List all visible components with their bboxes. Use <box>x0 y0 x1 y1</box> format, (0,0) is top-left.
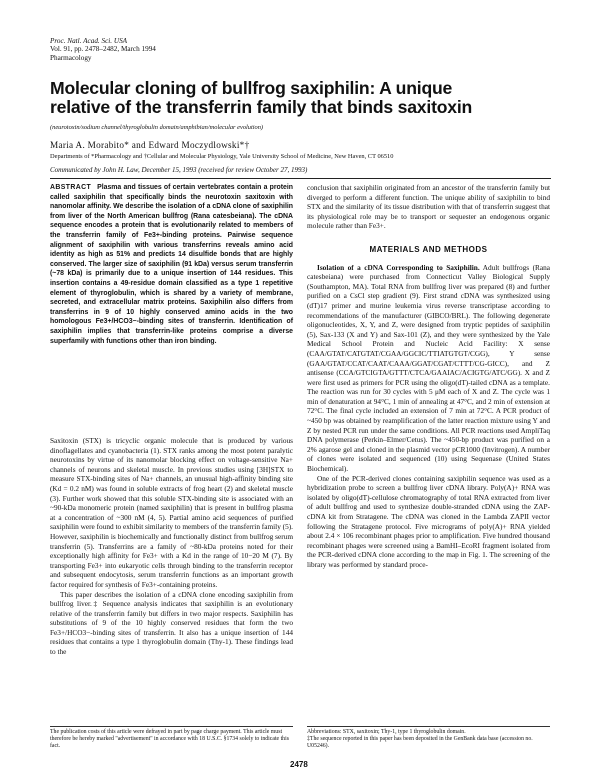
affiliation: Departments of *Pharmacology and †Cellular and Molecular Physiology, Yale University School of Medicine, New Haven, CT 06510 <box>50 153 394 160</box>
abstract-text: Plasma and tissues of certain vertebrates contain a protein called saxiphilin that specifically binds the neurotoxin saxitoxin with nanomolar affinity. We describe the isolation of a cDNA clone of saxiphilin from liver of the North American bullfrog (Rana catesbeiana). The cDNA sequence encodes a protein that is evolutionarily related to members of the transferrin family of Fe3+-binding proteins. Pairwise sequence alignment of saxiphilin with various transferrins reveals amino acid identity as high as 51% and predicts 14 disulfide bonds that are highly conserved. The larger size of saxiphilin (91 kDa) versus serum transferrin (~78 kDa) is primarily due to a unique insertion of 144 residues. This insertion contains a 49-residue domain classified as a type 1 repetitive element of thyroglobulin, which is shared by a variety of membrane, secreted, and extracellular matrix proteins. Saxiphilin also differs from transferrins in 9 of 10 highly conserved amino acids in the two homologous Fe3+/HCO3−-binding sites of transferrin. Identification of saxiphilin implies that transferrin-like proteins comprise a diverse superfamily with functions other than iron binding. <box>50 184 293 345</box>
genbank-note: ‡The sequence reported in this paper has been deposited in the GenBank data base (accession no. U05246). <box>307 736 533 749</box>
intro-paragraph-2: This paper describes the isolation of a cDNA clone encoding saxiphilin from bullfrog liver.‡ Sequence analysis indicates that saxiphilin is an evolutionary relative of the transferrin family but differs in two major respects. Saxiphilin has substitutions of 9 of the 10 highly conserved residues that form the two Fe3+/HCO3−-binding sites of transferrin. It also has a unique insertion of 144 residues that contains a type 1 thyroglobulin domain (Thy-1). These findings lead to the <box>50 589 293 657</box>
section-heading-methods: MATERIALS AND METHODS <box>369 244 488 254</box>
page-number: 2478 <box>290 760 308 769</box>
authors: Maria A. Morabito* and Edward Moczydlowski*† <box>50 140 250 150</box>
isolation-paragraph <box>307 263 550 474</box>
footnote-right <box>307 729 550 750</box>
isolation-heading: Isolation of a cDNA Corresponding to Saxiphilin. <box>317 262 480 272</box>
isolation-text: Adult bullfrogs (Rana catesbeiana) were purchased from Connecticut Valley Biological Supply (Southampton, MA). Total RNA from bullfrog liver was prepared (8) and further purified on a CsCl step gradient (9). First strand cDNA was synthesized using (dT)17 primer and murine leukemia virus reverse transcriptase according to recommendations of the manufacturer (GIBCO/BRL). The following degenerate oligonucleotides, X, Y, and Z, were designed from tryptic peptides of saxiphilin (5), Sax-133 (X and Y) and Sax-101 (Z), and they were synthesized by the Yale Medical School Protein and Nucleic Acid Facility: X sense (CAA/GTAT/CATGTAT/CGAA/GGCIC/TTIATGTGT/CGG), Y sense (GAA/GTAT/CCAT/CAAT/CAAA/GGAT/CGAT/CTTT/CG-GICC), and Z antisense (CCA/GTCIGTA/GTTT/CTCA/GAAIAC/ACIGTG/ATC/GG). X and Z were first used as primers for PCR using the oligo(dT)-tailed cDNA as a template. The reaction was run for 30 cycles with 5 μM each of X and Z. The cycle was 1 min of denaturation at 94°C, 1 min of annealing at 47°C, and 2 min of extension at 72°C. The final cycle included an extension of 7 min at 72°C. A PCR product of ~450 bp was obtained by reamplification of the latter reaction mixture using Y and Z by nested PCR run under the same conditions. All PCR reactions used AmpliTaq DNA polymerase (Perkin–Elmer/Cetus). The ~450-bp product was purified on a 2% agarose gel and cloned in the plasmid vector pCR1000 (Invitrogen). A number of clones were isolated and sequenced (10) using Sequenase (United States Biochemical). <box>307 262 550 474</box>
journal-name: Proc. Natl. Acad. Sci. USA <box>50 37 128 45</box>
footnote-divider-left <box>50 726 293 727</box>
left-column <box>50 436 293 657</box>
abstract-label: ABSTRACT <box>50 184 92 191</box>
publication-cost-note: The publication costs of this article were defrayed in part by page charge payment. This article must therefore be hereby marked "advertisement" in accordance with 18 U.S.C. §1734 solely to indicate this fact. <box>50 729 289 749</box>
header-divider <box>50 178 551 179</box>
right-column <box>307 183 550 570</box>
abbreviations-note: Abbreviations: STX, saxitoxin; Thy-1, type 1 thyroglobulin domain. <box>307 729 466 735</box>
journal-section: Pharmacology <box>50 53 92 62</box>
intro-paragraph-1: Saxitoxin (STX) is tricyclic organic molecule that is produced by various dinoflagellates and cyanobacteria (1). STX ranks among the most potent paralytic neurotoxins by virtue of its nanomolar blocking effect on voltage-sensitive Na+ channels of neurons and skeletal muscle. In previous studies using [3H]STX to measure STX-binding sites of Na+ channels, an unusual high-affinity binding site (Kd = 0.2 nM) was found in soluble extracts of frog heart (2) and skeletal muscle (3). Further work showed that this soluble STX-binding site is associated with an ~90-kDa monomeric protein (named saxiphilin) that is present in bullfrog plasma at a concentration of ~300 nM (4, 5). Partial amino acid sequences of purified saxiphilin were found to exhibit similarity to members of the transferrin family (5). However, saxiphilin is biochemically and functionally distinct from bullfrog serum transferrin (5). Transferrins are a family of ~80-kDa proteins noted for their exceptionally high affinity for Fe3+ with a Kd in the range of 10−20 M (7). By transporting Fe3+ into eukaryotic cells through binding to the transferrin receptor and subsequent endocytosis, serum transferrin functions as an important growth factor required for synthesis of Fe3+-containing proteins. <box>50 436 293 589</box>
library-screening-paragraph: One of the PCR-derived clones containing saxiphilin sequence was used as a hybridization probe to screen a bullfrog liver cDNA library. Poly(A)+ RNA was isolated by oligo(dT)-cellulose chromatography of total RNA extracted from liver of adult bullfrog and used to synthesize double-stranded cDNA using the ZAP-cDNA kit from Stratagene. The cDNA was cloned in the Lambda ZAPII vector following the Stratagene protocol. Five micrograms of poly(A)+ RNA yielded about 2.4 × 106 recombinant phages prior to amplification. Five hundred thousand recombinant phages were screened using a BamHI–EcoRI fragment isolated from the PCR-derived cDNA clone according to the map in Fig. 1. The screening of the library was performed by standard proce- <box>307 473 550 569</box>
paper-title: Molecular cloning of bullfrog saxiphilin: A unique relative of the transferrin family that binds saxitoxin <box>50 78 473 117</box>
footnote-left <box>50 729 293 750</box>
journal-header <box>50 37 156 62</box>
journal-issue: Vol. 91, pp. 2478–2482, March 1994 <box>50 45 156 54</box>
intro-conclusion-paragraph: conclusion that saxiphilin originated from an ancestor of the transferrin family but diverged to perform a different function. The unique ability of saxiphilin to bind STX and the similarity of its tissue distribution with that of transferrin suggest that its physiological role may be to transport or sequester an endogenous organic molecule rather than Fe3+. <box>307 183 550 231</box>
communicated-line: Communicated by John H. Law, December 15, 1993 (received for review October 27, 1993) <box>50 166 308 174</box>
abstract <box>50 183 293 346</box>
footnote-divider-right <box>307 726 550 727</box>
keywords: (neurotoxin/sodium channel/thyroglobulin domain/amphibian/molecular evolution) <box>50 124 264 131</box>
